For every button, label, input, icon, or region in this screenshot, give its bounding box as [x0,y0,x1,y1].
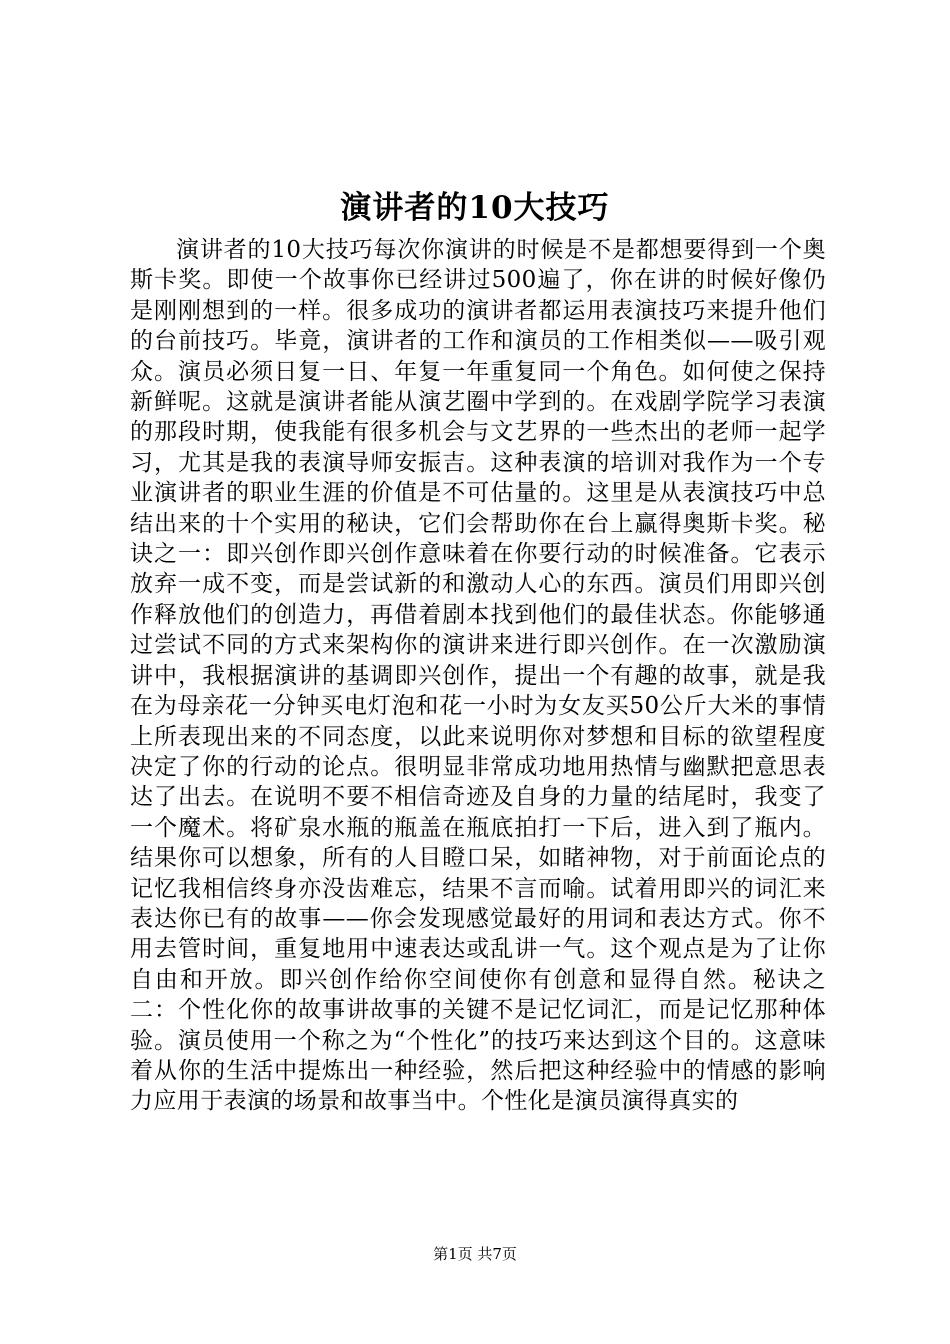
body-paragraph: 演讲者的10大技巧每次你演讲的时候是不是都想要得到一个奥斯卡奖。即使一个故事你已经讲过500遍了，你在讲的时候好像仍是刚刚想到的一样。很多成功的演讲者都运用表演技巧来提升他们的台前技巧。毕竟，演讲者的工作和演员的工作相类似——吸引观众。演员必须日复一日、年复一年重复同一个角色。如何使之保持新鲜呢。这就是演讲者能从演艺圈中学到的。在戏剧学院学习表演的那段时期，使我能有很多机会与文艺界的一些杰出的老师一起学习，尤其是我的表演导师安振吉。这种表演的培训对我作为一个专业演讲者的职业生涯的价值是不可估量的。这里是从表演技巧中总结出来的十个实用的秘诀，它们会帮助你在台上赢得奥斯卡奖。秘诀之一：即兴创作即兴创作意味着在你要行动的时候准备。它表示放弃一成不变，而是尝试新的和激动人心的东西。演员们用即兴创作释放他们的创造力，再借着剧本找到他们的最佳状态。你能够通过尝试不同的方式来架构你的演讲来进行即兴创作。在一次激励演讲中，我根据演讲的基调即兴创作，提出一个有趣的故事，就是我在为母亲花一分钟买电灯泡和花一小时为女友买50公斤大米的事情上所表现出来的不同态度，以此来说明你对梦想和目标的欲望程度决定了你的行动的论点。很明显非常成功地用热情与幽默把意思表达了出去。在说明不要不相信奇迹及自身的力量的结尾时，我变了一个魔术。将矿泉水瓶的瓶盖在瓶底拍打一下后，进入到了瓶内。结果你可以想象，所有的人目瞪口呆，如睹神物，对于前面论点的记忆我相信终身亦没齿难忘，结果不言而喻。试着用即兴的词汇来表达你已有的故事——你会发现感觉最好的用词和表达方式。你不用去管时间，重复地用中速表达或乱讲一气。这个观点是为了让你自由和开放。即兴创作给你空间使你有创意和显得自然。秘诀之二：个性化你的故事讲故事的关键不是记忆词汇，而是记忆那种体验。演员使用一个称之为“个性化”的技巧来达到这个目的。这意味着从你的生活中提炼出一种经验，然后把这种经验中的情感的影响力应用于表演的场景和故事当中。个性化是演员演得真实的 [130,237,826,1115]
document-title: 演讲者的10大技巧 [340,190,610,226]
page-number-footer: 第1页 共7页 [433,1245,517,1263]
